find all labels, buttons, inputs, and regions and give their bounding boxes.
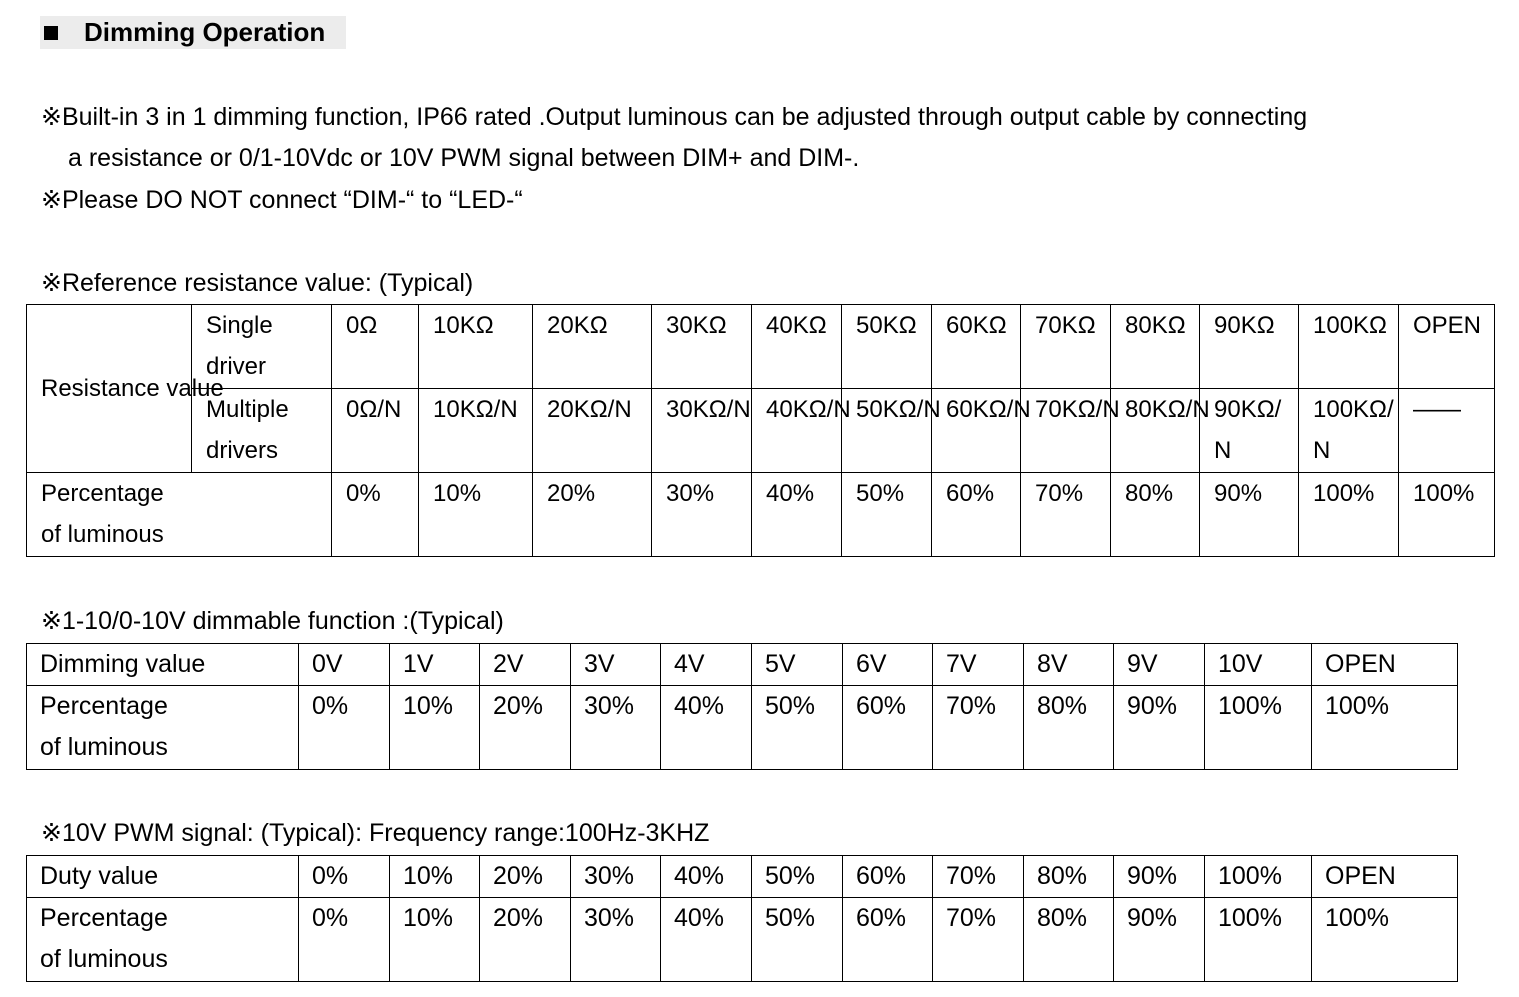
luminous-value-cell: 100% [1205,686,1312,770]
single-value-cell: 0Ω [332,305,419,389]
note-text-1: Built-in 3 in 1 dimming function, IP66 rated .Output luminous can be adjusted through output cable by connecting [61,103,1308,131]
luminous-value-cell: 40% [661,686,752,770]
luminous-value-cell: 40% [752,473,842,557]
luminous-value-cell: 40% [661,898,752,982]
duty-value-cell: 80% [1024,856,1114,898]
luminous-value-cell: 80% [1024,686,1114,770]
multiple-drivers-label: Multiple drivers [192,389,332,473]
luminous-value-cell: 90% [1200,473,1299,557]
heading-title: Dimming Operation [84,17,326,47]
note-mark: ※ [41,103,62,131]
multi-value-cell: 100KΩ/ N [1299,389,1399,473]
luminous-value-cell: 100% [1205,898,1312,982]
luminous-value-cell: 50% [842,473,932,557]
duty-value-cell: 100% [1205,856,1312,898]
dimming-value-cell: 6V [843,644,933,686]
luminous-value-cell: 0% [299,686,390,770]
luminous-value-cell: 90% [1114,686,1205,770]
dimming-caption [41,601,504,642]
multi-value-cell: 40KΩ/N [752,389,842,473]
luminous-value-cell: 0% [299,898,390,982]
single-value-cell: 60KΩ [932,305,1021,389]
luminous-value-cell: 50% [752,898,843,982]
luminous-value-cell: 100% [1399,473,1495,557]
percentage-luminous-label: Percentage of luminous [27,686,299,770]
luminous-value-cell: 10% [419,473,533,557]
single-value-cell: 50KΩ [842,305,932,389]
pwm-table [26,855,1458,982]
note-mark: ※ [41,186,62,214]
square-bullet-icon [44,26,58,40]
duty-value-cell: 20% [480,856,571,898]
single-driver-row [27,305,1495,389]
luminous-value-cell: 30% [571,686,661,770]
duty-value-cell: 10% [390,856,480,898]
luminous-value-cell: 60% [843,898,933,982]
luminous-value-cell: 60% [932,473,1021,557]
luminous-value-cell: 50% [752,686,843,770]
luminous-value-cell: 20% [533,473,652,557]
luminous-value-cell: 70% [1021,473,1111,557]
dimming-value-cell: 5V [752,644,843,686]
section-heading [40,16,346,49]
duty-value-cell: 50% [752,856,843,898]
dimming-value-cell: 9V [1114,644,1205,686]
luminous-value-cell: 20% [480,686,571,770]
single-value-cell: 20KΩ [533,305,652,389]
luminous-value-cell: 80% [1111,473,1200,557]
single-value-cell: OPEN [1399,305,1495,389]
resistance-luminous-row [27,473,1495,557]
luminous-value-cell: 90% [1114,898,1205,982]
dimming-value-cell: 8V [1024,644,1114,686]
single-value-cell: 30KΩ [652,305,752,389]
luminous-value-cell: 80% [1024,898,1114,982]
single-value-cell: 70KΩ [1021,305,1111,389]
multi-value-cell: 10KΩ/N [419,389,533,473]
dimming-value-cell: 10V [1205,644,1312,686]
multi-value-cell: 70KΩ/N [1021,389,1111,473]
duty-value-cell: 90% [1114,856,1205,898]
luminous-value-cell: 20% [480,898,571,982]
multi-value-cell: 90KΩ/ N [1200,389,1299,473]
duty-value-cell: 40% [661,856,752,898]
duty-value-cell: 0% [299,856,390,898]
percentage-luminous-label: Percentage of luminous [27,473,332,557]
dimming-caption-text: 1-10/0-10V dimmable function :(Typical) [61,607,504,635]
multi-value-cell: 20KΩ/N [533,389,652,473]
multi-value-cell: 50KΩ/N [842,389,932,473]
note-text-3: Please DO NOT connect “DIM-“ to “LED-“ [61,186,523,214]
single-value-cell: 10KΩ [419,305,533,389]
resistance-caption [41,263,473,304]
multi-value-cell: 0Ω/N [332,389,419,473]
duty-value-cell: 70% [933,856,1024,898]
pwm-luminous-row [27,898,1458,982]
luminous-value-cell: 10% [390,686,480,770]
luminous-value-cell: 70% [933,686,1024,770]
note-line-2: a resistance or 0/1-10Vdc or 10V PWM signal between DIM+ and DIM-. [68,144,860,172]
dimming-value-cell: 4V [661,644,752,686]
dimming-value-label: Dimming value [27,644,299,686]
pwm-caption-text: 10V PWM signal: (Typical): Frequency range:100Hz-3KHZ [61,819,710,847]
pwm-caption [41,813,709,854]
resistance-table [26,304,1495,557]
duty-value-label: Duty value [27,856,299,898]
multi-value-cell: 60KΩ/N [932,389,1021,473]
note-line-3 [41,180,523,221]
percentage-luminous-label: Percentage of luminous [27,898,299,982]
luminous-value-cell: 70% [933,898,1024,982]
luminous-value-cell: 100% [1312,686,1458,770]
note-mark: ※ [41,819,62,847]
dimming-luminous-row [27,686,1458,770]
multiple-drivers-row [27,389,1495,473]
dimming-value-cell: OPEN [1312,644,1458,686]
single-value-cell: 100KΩ [1299,305,1399,389]
duty-value-cell: OPEN [1312,856,1458,898]
luminous-value-cell: 0% [332,473,419,557]
single-value-cell: 80KΩ [1111,305,1200,389]
multi-value-cell: 80KΩ/N [1111,389,1200,473]
single-driver-label: Single driver [192,305,332,389]
note-mark: ※ [41,607,62,635]
luminous-value-cell: 100% [1299,473,1399,557]
duty-value-row [27,856,1458,898]
dimming-value-cell: 3V [571,644,661,686]
luminous-value-cell: 60% [843,686,933,770]
duty-value-cell: 30% [571,856,661,898]
luminous-value-cell: 30% [652,473,752,557]
dimming-table [26,643,1458,770]
note-line-1 [41,97,1307,138]
dimming-value-cell: 0V [299,644,390,686]
luminous-value-cell: 10% [390,898,480,982]
multi-value-cell: —— [1399,389,1495,473]
resistance-value-label: Resistance value [27,305,192,473]
luminous-value-cell: 30% [571,898,661,982]
luminous-value-cell: 100% [1312,898,1458,982]
resistance-caption-text: Reference resistance value: (Typical) [61,269,474,297]
duty-value-cell: 60% [843,856,933,898]
single-value-cell: 40KΩ [752,305,842,389]
multi-value-cell: 30KΩ/N [652,389,752,473]
single-value-cell: 90KΩ [1200,305,1299,389]
note-mark: ※ [41,269,62,297]
dimming-value-cell: 7V [933,644,1024,686]
dimming-value-row [27,644,1458,686]
dimming-value-cell: 1V [390,644,480,686]
dimming-value-cell: 2V [480,644,571,686]
